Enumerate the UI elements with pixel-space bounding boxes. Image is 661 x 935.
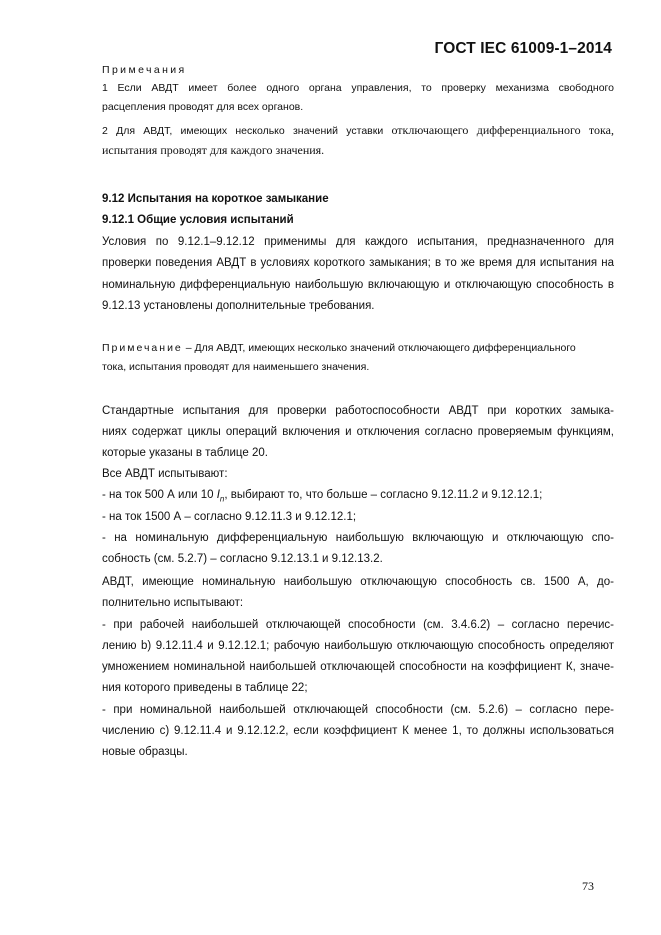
para-4-line-1: АВДТ, имеющие номинальную наибольшую отключающую способность св. 1500 А, до- [102,576,614,588]
para-1-line-3: номинальную дифференциальную наибольшую включающую и отключающую способность в [102,279,614,291]
para-2-line-3: которые указаны в таблице 20. [102,447,268,459]
bullet-1-var: I [216,489,220,501]
bullet-4-line-2: лению b) 9.12.11.4 и 9.12.12.1; рабочую наибольшую отключающую способность определяют [102,640,614,652]
bullet-1-sub: n [219,494,225,504]
bullet-5-line-2: числению c) 9.12.11.4 и 9.12.12.2, если коэффициент К менее 1, то должны использоваться [102,725,614,737]
bullet-4-line-4: ния которого приведены в таблице 22; [102,682,308,694]
bullet-1 [102,485,542,509]
note-2-text-b: отключающего дифференциального тока, [391,123,614,137]
bullet-3-line-2: собность (см. 5.2.7) – согласно 9.12.13.1 и 9.12.13.2. [102,553,383,565]
bullet-2: - на ток 1500 А – согласно 9.12.11.3 и 9.12.12.1; [102,511,357,523]
note-1-line-1: 1 Если АВДТ имеет более одного органа управления, то проверку механизма свободного [102,82,614,94]
page-number: 73 [582,879,594,893]
note-word: Примечание [102,342,183,354]
para-1-line-1: Условия по 9.12.1–9.12.12 применимы для каждого испытания, предназначенного для [102,236,614,248]
note-1-line-2: расцепления проводят для всех органов. [102,101,304,113]
note-2-line-2: испытания проводят для каждого значения. [102,143,325,157]
note-line-2: тока, испытания проводят для наименьшего значения. [102,361,370,373]
para-1-line-4: 9.12.13 установлены дополнительные требования. [102,300,375,312]
note-2-text-a: 2 Для АВДТ, имеющих несколько значений уставки [102,125,392,137]
note-2-line-1 [102,120,614,141]
para-1-line-2: проверки поведения АВДТ в условиях короткого замыкания; в то же время для испытания на [102,257,614,269]
bullet-1-text-b: , выбирают то, что больше – согласно 9.12.11.2 и 9.12.12.1; [224,489,543,501]
para-2-line-2: ниях содержат циклы операций включения и отключения согласно проверяемым функциям, [102,426,614,438]
bullet-4-line-3: умножением номинальной наибольшей отключающей способности на коэффициент К, значе- [102,661,614,673]
note-text-1: – Для АВДТ, имеющих несколько значений отключающего дифференциального [182,342,576,354]
para-2-line-1: Стандартные испытания для проверки работоспособности АВДТ при коротких замыка- [102,405,614,417]
para-4-line-2: полнительно испытывают: [102,597,244,609]
section-heading: 9.12 Испытания на короткое замыкание [102,193,329,205]
document-header: ГОСТ IEC 61009-1–2014 [434,40,612,57]
bullet-3-line-1: - на номинальную дифференциальную наибольшую включающую и отключающую спо- [102,532,614,544]
bullet-5-line-3: новые образцы. [102,746,188,758]
bullet-5-line-1: - при номинальной наибольшей отключающей способности (см. 5.2.6) – согласно пере- [102,704,614,716]
note-line-1 [102,339,614,358]
para-3: Все АВДТ испытывают: [102,468,228,480]
bullet-1-text-a: - на ток 500 А или 10 [102,489,217,501]
subsection-heading: 9.12.1 Общие условия испытаний [102,214,294,226]
notes-label: Примечания [102,64,187,76]
bullet-4-line-1: - при рабочей наибольшей отключающей способности (см. 3.4.6.2) – согласно перечис- [102,619,614,631]
